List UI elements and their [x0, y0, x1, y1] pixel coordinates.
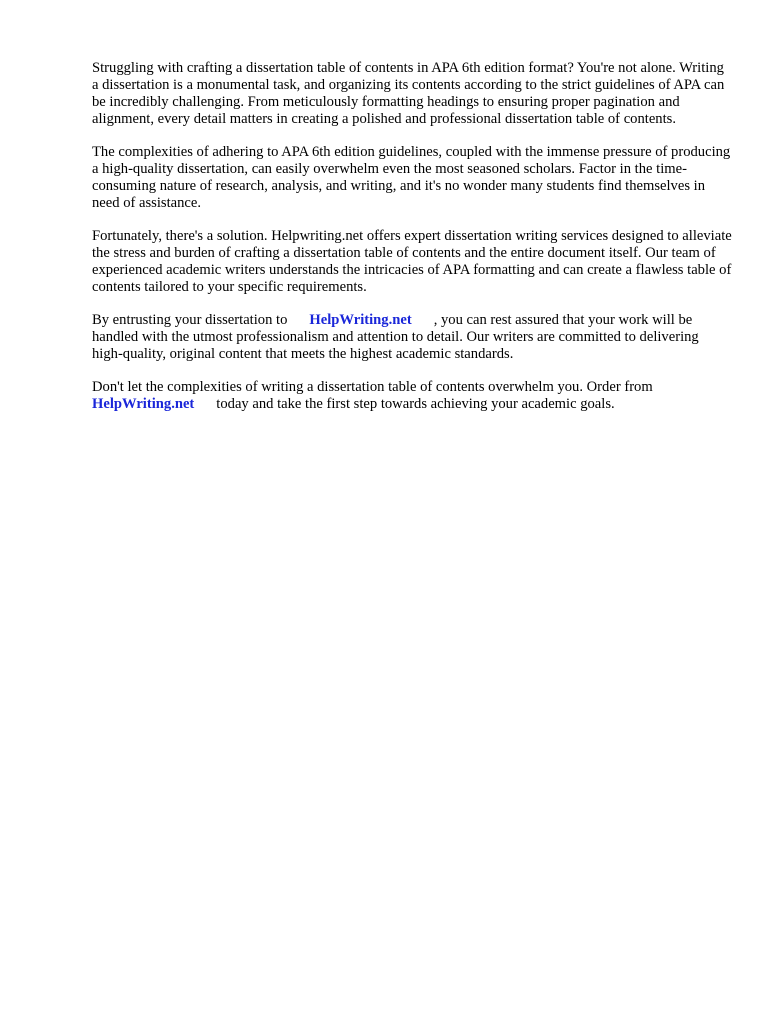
order-text-after: today and take the first step towards achieving your academic goals.	[216, 396, 615, 412]
paragraph-solution: Fortunately, there's a solution. Helpwriting.net offers expert dissertation writing services designed to alleviate the stress and burden of crafting a dissertation table of contents and the entire document itself. Our team of experienced academic writers understands the intricacies of APA formatting and can create a flawless table of contents tailored to your specific requirements.	[92, 228, 732, 295]
document-body	[92, 60, 732, 429]
helpwriting-link[interactable]: HelpWriting.net	[309, 312, 412, 328]
entrusting-text-before: By entrusting your dissertation to	[92, 312, 288, 328]
order-text-before: Don't let the complexities of writing a dissertation table of contents overwhelm you. Order from	[92, 379, 653, 395]
paragraph-entrusting	[92, 312, 732, 363]
paragraph-complexities: The complexities of adhering to APA 6th edition guidelines, coupled with the immense pressure of producing a high-quality dissertation, can easily overwhelm even the most seasoned scholars. Factor in the time-consuming nature of research, analysis, and writing, and it's no wonder many students find themselves in need of assistance.	[92, 144, 731, 211]
paragraph-order	[92, 379, 732, 413]
paragraph-intro: Struggling with crafting a dissertation table of contents in APA 6th edition format? You're not alone. Writing a dissertation is a monumental task, and organizing its contents according to the strict guidelines of APA can be incredibly challenging. From meticulously formatting headings to ensuring proper pagination and alignment, every detail matters in creating a polished and professional dissertation table of contents.	[92, 60, 725, 127]
helpwriting-link-order[interactable]: HelpWriting.net	[92, 396, 195, 412]
entrusting-text-after: , you can rest assured that your work will be handled with the utmost professionalism and attention to detail. Our writers are committed to delivering high-quality, original content that meets the highest academic standards.	[92, 312, 699, 362]
